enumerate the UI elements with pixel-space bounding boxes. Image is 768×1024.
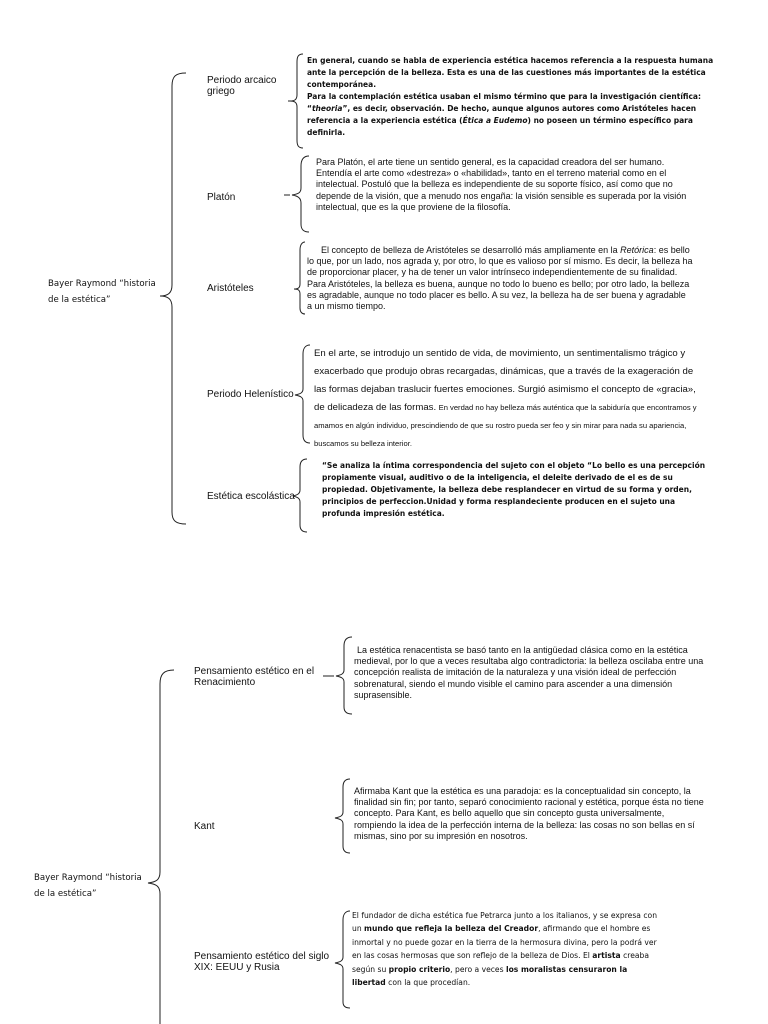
map2-bracket-1	[336, 637, 352, 714]
map1-bracket-1	[290, 54, 303, 148]
map2-root-bracket	[148, 670, 174, 1024]
map1-topic-escolastica: Estética escolástica	[207, 491, 295, 502]
map1-text-arcaico	[307, 55, 719, 139]
map2-bracket-2	[335, 779, 350, 853]
map2-topic-siglo-xix: Pensamiento estético del siglo XIX: EEUU y Rusia	[194, 951, 330, 973]
map2-text-renacimiento: La estética renacentista se basó tanto en la antigüedad clásica como en la estética medieval, por lo que a veces resultaba algo contradictoria: la belleza oscilaba entre una concepción realista de imitación de la naturaleza y una visión ideal de perfección sobrenatural, siendo el mundo visible el camino para ascender a una dimensión suprasensible.	[354, 645, 704, 700]
map1-text-helenistico: En el arte, se introdujo un sentido de vida, de movimiento, un sentimentalismo trágico y exacerbado que produjo obras recargadas, dinámicas, que a través de la exageración de las formas dejaban traslucir fuertes emociones. Surgió asimismo el concepto de «gracia», de delicadeza de las formas. En verdad no hay belleza más auténtica que la sabiduría que encontramos y amamos en algún individuo, prescindiendo de que su rostro pueda ser feo y sin mirar para nada su apariencia, buscamos su belleza interior.	[314, 348, 697, 448]
map1-text-escolastica: “Se analiza la íntima correspondencia del sujeto con el objeto “Lo bello es una percepción propiamente visual, auditivo o de la inteligencia, el deleite derivado de el es de su propiedad. Objetivamente, la belleza debe resplandecer en virtud de su forma y orden, principios de perfeccion.Unidad y forma resplandeciente producen en el sujeto una profunda impresión estética.	[322, 461, 706, 518]
map1-text-aristoteles: El concepto de belleza de Aristóteles se desarrolló más ampliamente en la Retórica: es bello lo que, por un lado, nos agrada y, por otro, lo que es valioso por sí mismo. Es decir, la belleza ha de proporcionar placer, y ha de tener un valor intrínseco independientemente de su finalidad. Para Aristóteles, la belleza es buena, aunque no todo lo bueno es bello; por otro lado, la belleza es agradable, aunque no todo placer es bello. A su vez, la belleza ha de ser buena y agradable a un mismo tiempo.	[307, 245, 693, 312]
map2-topic-kant: Kant	[194, 821, 215, 832]
map1-topic-aristoteles: Aristóteles	[207, 283, 254, 294]
map1-bracket-5	[293, 459, 307, 532]
map1-bracket-3	[294, 242, 305, 314]
map1-bracket-4	[295, 345, 310, 443]
map1-text-arcaico-p1: En general, cuando se habla de experiencia estética hacemos referencia a la respuesta humana ante la percepción de la belleza. Esta es una de las cuestiones más importantes de la estética contemporánea.	[307, 56, 714, 89]
map1-topic-helenistico: Periodo Helenístico	[207, 389, 294, 400]
map2-topic-renacimiento: Pensamiento estético en el Renacimiento	[194, 666, 315, 688]
map2-text-kant: Afirmaba Kant que la estética es una paradoja: es la conceptualidad sin concepto, la finalidad sin fin; por tanto, separó conocimiento racional y estética, porque ésta no tiene concepto. Para Kant, es bello aquello que sin concepto gusta universalmente, rompiendo la idea de la perfección interna de la belleza: las cosas no son bellas en sí mismas, sino por su impresión en nosotros.	[354, 786, 704, 841]
map1-root-label: Bayer Raymond “historia de la estética”	[48, 279, 156, 305]
map1-text-arcaico-p2: Para la contemplación estética usaban el mismo término que para la investigación científica: “theoria”, es decir, observación. De hecho, aunque algunos autores como Aristóteles hacen referencia a la experiencia estética (Ética a Eudemo) no poseen un término específico para definirla.	[307, 92, 701, 137]
map1-bracket-2	[292, 156, 309, 232]
map1-text-platon: Para Platón, el arte tiene un sentido general, es la capacidad creadora del ser humano. Entendía el arte como «destreza» o «habilidad», tanto en el terreno material como en el intelectual. Postuló que la belleza es independiente de su soporte físico, así como que no depende de la visión, que a menudo nos engaña: la visión sensible es superada por la visión intelectual, que es la que proviene de la filosofía.	[316, 157, 687, 212]
map2-root-label: Bayer Raymond “historia de la estética”	[34, 873, 142, 899]
map1-topic-platon: Platón	[207, 192, 236, 203]
map2-text-siglo-xix: El fundador de dicha estética fue Petrarca junto a los italianos, y se expresa con un mundo que refleja la belleza del Creador, afirmando que el hombre es inmortal y no puede gozar en la tierra de la hermosura divina, pero la podrá ver en las cosas hermosas que son reflejo de la belleza de Dios. El artista creaba según su propio criterio, pero a veces los moralistas censuraron la libertad con la que procedían.	[352, 911, 658, 988]
map1-topic-arcaico: Periodo arcaico griego	[207, 75, 277, 97]
